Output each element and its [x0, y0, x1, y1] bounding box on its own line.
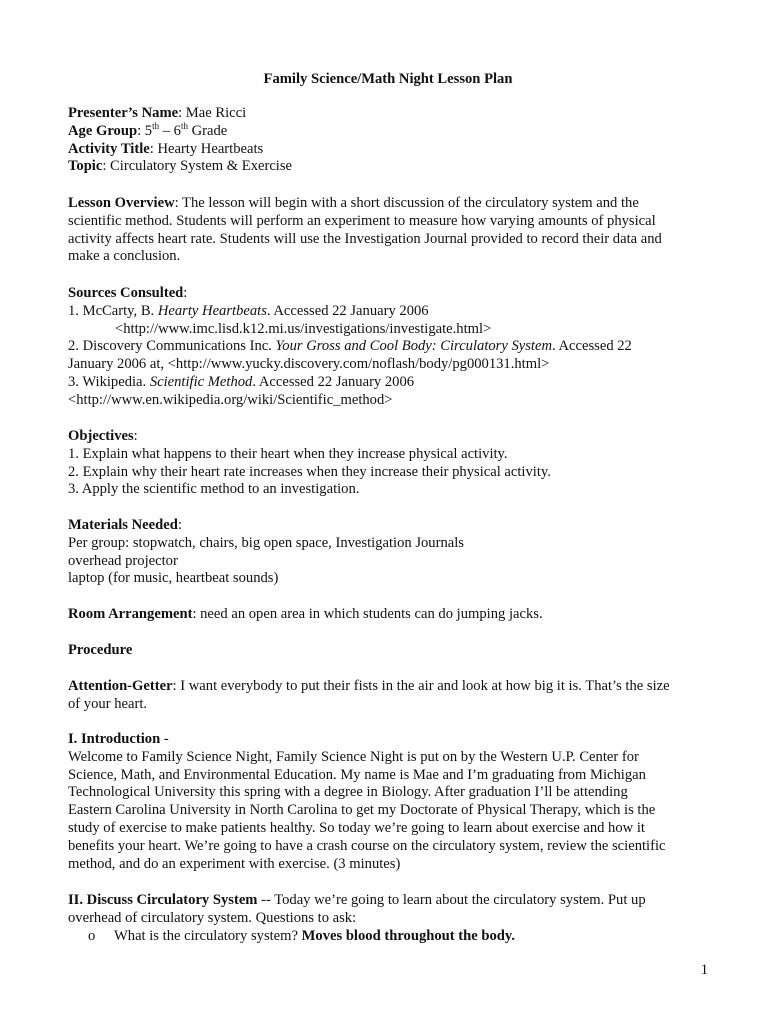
procedure-label: Procedure: [68, 642, 133, 658]
materials-needed: [68, 517, 708, 588]
attention-getter-text: : I want everybody to put their fists in the air and look at how big it is. That’s the size: [172, 678, 670, 694]
attention-getter-label: Attention-Getter: [68, 678, 173, 694]
introduction-line: study of exercise to make patients healthy. So today we’re going to learn about exercise and how it: [68, 819, 645, 836]
objectives-colon: :: [133, 428, 138, 444]
overview-text: : The lesson will begin with a short discussion of the circulatory system and the: [174, 195, 639, 211]
introduction-line: benefits your heart. We’re going to have a crash course on the circulatory system, review the scientific: [68, 837, 666, 854]
objectives-label: Objectives: [68, 428, 134, 444]
material-item: overhead projector: [68, 552, 178, 569]
introduction-dash: -: [160, 731, 169, 747]
room-arrangement: [68, 606, 708, 624]
circulatory-text: -- Today we’re going to learn about the circulatory system. Put up: [257, 892, 646, 908]
age-group-label: Age Group: [68, 122, 138, 139]
material-item: laptop (for music, heartbeat sounds): [68, 570, 279, 587]
source-item-3: [68, 374, 708, 392]
header-info: [68, 105, 708, 176]
source-1-prefix: 1. McCarty, B.: [68, 302, 158, 319]
materials-heading: [68, 517, 708, 535]
introduction-line: method, and do an experiment with exercise. (3 minutes): [68, 855, 401, 872]
materials-label: Materials Needed: [68, 517, 178, 533]
age-suffix: Grade: [187, 122, 228, 139]
circulatory-heading: [68, 892, 708, 910]
source-3-url: <http://www.en.wikipedia.org/wiki/Scientific_method>: [68, 391, 393, 408]
introduction-label: I. Introduction: [68, 731, 161, 747]
source-item-2: [68, 338, 708, 356]
page-title: Family Science/Math Night Lesson Plan: [263, 71, 513, 87]
age-group-line: [68, 120, 708, 141]
question-text: What is the circulatory system?: [114, 927, 302, 944]
activity-title-value: : Hearty Heartbeats: [149, 140, 264, 157]
procedure-section: [68, 642, 708, 660]
attention-getter-line: [68, 678, 708, 696]
presenter-value: : Mae Ricci: [178, 105, 247, 121]
question-list-item: [68, 928, 708, 946]
overview-line: activity affects heart rate. Students will use the Investigation Journal provided to record their data and: [68, 230, 662, 247]
source-3-suffix: . Accessed 22 January 2006: [252, 373, 415, 390]
objective-item: 1. Explain what happens to their heart when they increase physical activity.: [68, 445, 508, 462]
introduction-line: Welcome to Family Science Night, Family Science Night is put on by the Western U.P. Center for: [68, 748, 639, 765]
source-2-suffix: . Accessed 22: [552, 338, 632, 355]
source-2-line-2: January 2006 at, <http://www.yucky.discovery.com/noflash/body/pg000131.html>: [68, 356, 550, 373]
objective-item: 2. Explain why their heart rate increases when they increase their physical activity.: [68, 463, 551, 480]
circulatory-label: II. Discuss Circulatory System: [68, 892, 258, 908]
age-sup-2: th: [180, 120, 188, 131]
age-mid: – 6: [159, 122, 181, 139]
introduction-line: Science, Math, and Environmental Education. My name is Mae and I’m graduating from Michigan: [68, 766, 646, 783]
room-arrangement-text: : need an open area in which students can do jumping jacks.: [192, 606, 543, 622]
sources-consulted: [68, 285, 708, 410]
introduction-line: Technological University this spring with a degree in Biology. After graduation I’ll be attending: [68, 784, 628, 801]
sources-label: Sources Consulted: [68, 285, 184, 301]
source-1-url: <http://www.imc.lisd.k12.mi.us/investigations/investigate.html>: [115, 320, 492, 337]
source-2-prefix: 2. Discovery Communications Inc.: [68, 338, 276, 355]
overview-line: make a conclusion.: [68, 248, 181, 265]
introduction-section: [68, 731, 708, 873]
objectives-heading: [68, 428, 708, 446]
source-2-title: Your Gross and Cool Body: Circulatory System: [275, 338, 553, 355]
lesson-overview: [68, 195, 708, 266]
procedure-heading: [68, 642, 708, 660]
source-3-title: Scientific Method: [149, 373, 253, 390]
introduction-line: Eastern Carolina University in North Carolina to get my Doctorate of Physical Therapy, which is the: [68, 802, 656, 819]
page-number: 1: [700, 962, 708, 978]
material-item: Per group: stopwatch, chairs, big open space, Investigation Journals: [68, 534, 464, 551]
overview-line: scientific method. Students will perform an experiment to measure how varying amounts of physical: [68, 212, 656, 229]
sources-colon: :: [183, 285, 188, 301]
introduction-heading: [68, 731, 708, 749]
materials-colon: :: [177, 517, 182, 533]
attention-getter: [68, 678, 708, 714]
source-3-prefix: 3. Wikipedia.: [68, 373, 150, 390]
attention-getter-line-2: of your heart.: [68, 695, 148, 712]
room-arrangement-label: Room Arrangement: [68, 606, 193, 622]
overview-line: [68, 195, 708, 213]
circulatory-section: [68, 892, 708, 945]
circulatory-line-2: overhead of circulatory system. Questions to ask:: [68, 909, 357, 926]
source-item-1: [68, 303, 708, 321]
activity-title-label: Activity Title: [68, 140, 150, 157]
bullet-mark: o: [88, 927, 96, 944]
source-1-title: Hearty Heartbeats: [157, 302, 267, 319]
source-1-suffix: . Accessed 22 January 2006: [266, 302, 429, 319]
room-arrangement-line: [68, 606, 708, 624]
topic-value: : Circulatory System & Exercise: [102, 158, 293, 175]
question-answer: Moves blood throughout the body.: [301, 927, 516, 944]
topic-line: [68, 158, 708, 176]
sources-heading: [68, 285, 708, 303]
topic-label: Topic: [68, 158, 103, 175]
age-prefix: : 5: [137, 122, 153, 139]
objective-item: 3. Apply the scientific method to an investigation.: [68, 481, 360, 498]
presenter-label: Presenter’s Name: [68, 105, 179, 121]
age-sup-1: th: [152, 120, 160, 131]
presenter-line: [68, 105, 708, 123]
objectives: [68, 428, 708, 499]
activity-title-line: [68, 141, 708, 159]
overview-label: Lesson Overview: [68, 195, 175, 211]
